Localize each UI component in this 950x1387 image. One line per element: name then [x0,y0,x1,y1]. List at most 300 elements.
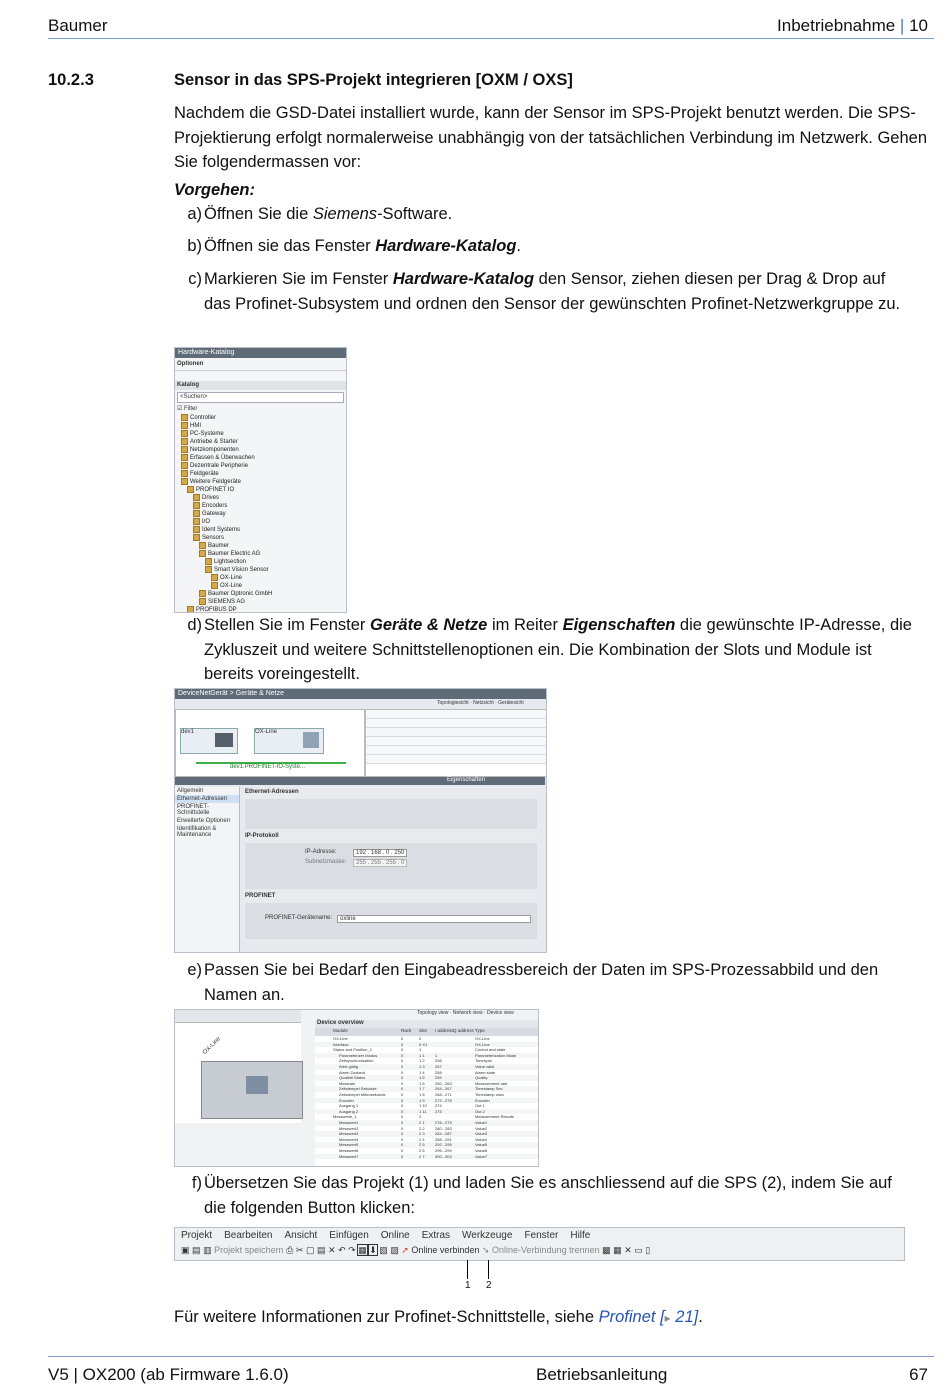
device-label: OX-Line [202,1036,222,1056]
table-cell: 0 [401,1064,404,1069]
table-row [366,737,546,746]
table-row [366,710,546,719]
table-cell: Messwert2 [339,1125,359,1131]
catalog-item[interactable] [181,414,216,422]
table-cell: 0 X1 [419,1041,428,1047]
catalog-item-label: Weitere Feldgeräte [190,479,241,486]
nav-item[interactable]: Identifikation & Maintenance [177,826,217,838]
table-cell: Encoder [339,1097,354,1103]
column-header[interactable]: Slot [419,1028,427,1033]
catalog-item[interactable] [181,454,255,462]
folder-icon [211,582,218,589]
go-offline-icon[interactable]: ➘ [481,1245,490,1255]
table-cell: 0 [401,1131,404,1137]
properties-tab[interactable]: Eigenschaften [446,777,485,783]
menu-hilfe[interactable]: Hilfe [570,1230,591,1241]
table-cell: 1 8 [419,1092,425,1097]
plc-device[interactable] [180,728,238,754]
reference-arrow-icon: ▸ [664,1311,671,1325]
table-cell: 0 [401,1052,404,1058]
step-text: Passen Sie bei Bedarf den Eingabeadressbereich der Daten im SPS-Prozessabbild und den Namen an. [204,961,879,1004]
table-cell: 1 2 [419,1058,425,1064]
split-horizontal-icon[interactable]: ▭ [634,1245,643,1255]
step-text: Stellen Sie im Fenster [204,616,370,634]
table-row [366,719,546,728]
ip-label: IP-Adresse: [305,849,337,855]
table-cell: 2 7 [419,1153,425,1159]
table-cell: 272...275 [435,1097,452,1103]
ip-block [245,843,537,889]
catalog-item[interactable] [205,558,246,566]
catalog-filter[interactable]: ☑ Filter [177,406,198,412]
go-online-icon[interactable]: ➚ [401,1245,409,1255]
chapter-title: Inbetriebnahme [777,16,896,35]
tab-topology-view[interactable]: Topology view [417,1010,449,1016]
step-emphasis: Eigenschaften [562,616,676,634]
table-cell: 0 [401,1047,404,1053]
table-cell: Value5 [475,1142,488,1148]
step-label: e) [187,961,202,979]
save-project-button[interactable]: Projekt speichern [214,1245,284,1255]
device-canvas [175,1023,301,1123]
catalog-item[interactable] [199,598,245,606]
profinet-block [245,903,537,939]
catalog-item-label: PROFINET IO [196,487,235,494]
catalog-item[interactable] [193,518,210,526]
catalog-item-label: Controller [190,415,217,422]
further-info [174,1305,930,1331]
folder-icon [205,558,212,565]
go-offline-button[interactable]: Online-Verbindung trennen [492,1245,600,1255]
table-cell: Parameterization Mode [475,1052,517,1058]
tab-network[interactable]: Netzsicht [473,700,494,706]
table-cell: 1 3 [419,1064,425,1069]
table-cell: Parameterizer Modus [339,1052,378,1058]
folder-icon [181,422,188,429]
folder-icon [199,590,206,597]
table-cell: 258 [435,1069,442,1075]
folder-icon [199,598,206,605]
table-cell: 280...283 [435,1125,452,1131]
device-rack[interactable] [201,1061,303,1119]
menu-online[interactable]: Online [380,1230,410,1241]
step-text: im Reiter [487,616,563,634]
table-cell: Messwert3 [339,1131,359,1137]
step-emphasis: Siemens [312,205,378,223]
step-emphasis: Geräte & Netze [369,616,488,634]
step-text: die gewünschte IP-Adresse, die Zykluszeit und weitere Schnittstellenoptionen ein. Die Kombination der Slots und Module ist bereits voreingestellt. [204,616,912,683]
menu-fenster[interactable]: Fenster [524,1230,559,1241]
table-cell: 1 6 [419,1080,425,1086]
table-cell: 0 [401,1153,404,1159]
header-separator: | [899,16,905,35]
step-text: . [516,237,522,255]
toolbar-screenshot [174,1227,905,1261]
copy-icon[interactable]: ▢ [305,1245,315,1255]
table-cell: 256 [435,1058,442,1064]
undo-icon[interactable]: ↶ [338,1245,346,1255]
menu-ansicht[interactable]: Ansicht [284,1230,318,1241]
page-footer [48,1356,934,1384]
chapter-number: 10 [909,16,928,35]
table-cell: Messwert1 [339,1120,359,1125]
menu-einfuegen[interactable]: Einfügen [329,1230,369,1241]
catalog-item-label: Netzkomponenten [190,447,239,454]
table-cell: 0 [401,1108,404,1114]
network-canvas [175,709,365,777]
print-icon[interactable]: ⎙ [286,1245,294,1255]
step-text: Markieren Sie im Fenster [204,270,393,288]
plc-icon [215,733,233,747]
further-end: . [698,1308,703,1326]
folder-icon [187,606,194,613]
table-cell: Messwert7 [339,1153,359,1159]
table-cell: Value3 [475,1131,488,1137]
table-cell: 296...299 [435,1148,452,1153]
folder-icon [181,462,188,469]
catalog-item-label: OX-Line [220,575,243,582]
table-cell: 259 [435,1075,442,1081]
download-icon[interactable]: ⬇ [369,1245,377,1255]
ip-address-field[interactable]: 192 . 168 . 0 . 250 [353,849,407,857]
table-header [315,1028,538,1036]
nav-item[interactable]: Erweiterte Optionen [177,818,231,824]
table-cell: 1 11 [419,1108,427,1114]
table-cell: 1 [419,1047,422,1053]
devnet-title: DeviceNetGerät > Geräte & Netze [175,689,546,699]
step-label: a) [187,205,202,223]
table-cell: 274 [435,1103,442,1109]
catalog-item[interactable] [181,438,238,446]
menu-werkzeuge[interactable]: Werkzeuge [462,1230,513,1241]
column-header[interactable]: I address [435,1028,454,1033]
simulate-icon[interactable]: ▨ [390,1245,399,1255]
column-header[interactable]: Rack [401,1028,412,1033]
table-cell: 1 1 [419,1052,425,1058]
filter-label: Filter [184,406,198,412]
devices-networks-screenshot [174,688,547,953]
catalog-item[interactable] [193,502,227,510]
step-label: f) [191,1174,202,1192]
profinet-link[interactable]: Profinet [598,1308,656,1326]
save-icon[interactable]: ▥ [203,1245,212,1255]
plc-device-label: dev1 [181,729,195,735]
catalog-item-label: Baumer Optronic GmbH [208,591,273,598]
folder-icon [181,478,188,485]
table-cell: Messrate [339,1080,356,1086]
table-cell: 0 [401,1058,404,1064]
catalog-item-label: Encoders [202,503,228,510]
table-cell: Ausgang 2 [339,1108,359,1114]
table-cell: Out 2 [475,1108,485,1114]
table-cell: 0 [401,1080,404,1086]
table-cell: 1 10 [419,1103,427,1109]
accessible-devices-icon[interactable]: ▩ [602,1245,611,1255]
table-cell: Qualität Status [339,1075,366,1081]
folder-icon [181,438,188,445]
properties-panel [243,787,539,950]
menu-projekt[interactable]: Projekt [181,1230,213,1241]
table-cell: 2 [419,1114,422,1120]
catalog-item[interactable] [187,606,237,613]
table-cell: Value2 [475,1125,488,1131]
sensor-device-label: OX-Line [255,729,278,735]
table-cell: OX-Line [475,1036,490,1041]
icon-bar [181,1245,650,1256]
catalog-item-label: HMI [190,423,201,430]
catalog-item[interactable] [193,526,240,534]
folder-icon [181,430,188,437]
step-text: -Software. [377,205,453,223]
table-cell: OX-Line [475,1041,490,1047]
folder-icon [181,446,188,453]
further-text: Für weitere Informationen zur Profinet-Schnittstelle, siehe [174,1308,599,1326]
table-cell: Measurement Results [475,1114,514,1120]
table-cell: OX-Line [333,1036,348,1041]
column-header[interactable]: Type [475,1028,485,1033]
cut-icon[interactable]: ✂ [295,1245,304,1255]
catalog-item[interactable] [205,566,269,574]
catalog-item-label: Sensors [202,535,225,542]
table-cell: 0 [401,1075,404,1081]
step-e [174,958,914,1008]
pn-name-label: PROFINET-Gerätename: [265,915,333,921]
properties-bar [175,777,545,785]
paste-icon[interactable]: ▤ [316,1245,326,1255]
section-intro: Nachdem die GSD-Datei installiert wurde, kann der Sensor im SPS-Projekt benutzt werden. Die SPS-Projektierung erfolgt normalerweise unabhängig von der tatsächlichen Verbindung im Netzwerk. Gehen Sie folgendermassen vor: [174,104,928,171]
ethernet-block [245,799,537,829]
step-d [174,613,914,688]
folder-icon [181,470,188,477]
table-cell: 300...303 [435,1153,452,1159]
catalog-item-label: Lightsection [214,559,247,566]
step-label: c) [188,270,202,288]
menu-bearbeiten[interactable]: Bearbeiten [224,1230,273,1241]
catalog-item[interactable] [193,534,224,542]
section-ip: IP-Protokoll [245,833,279,839]
table-cell: Value valid [475,1064,495,1069]
table-cell: Zeitstempel Sekunde [339,1086,377,1092]
catalog-item[interactable] [181,422,201,430]
table-cell: 0 [401,1041,404,1047]
step-c [174,267,914,342]
table-cell: 268...271 [435,1092,452,1097]
catalog-item[interactable] [199,550,260,558]
catalog-item[interactable] [187,486,234,494]
upload-icon[interactable]: ▧ [379,1245,388,1255]
table-cell: Messwerte_1 [333,1114,357,1120]
table-cell: 0 [401,1142,404,1148]
catalog-item-label: PROFIBUS DP [196,607,237,613]
table-cell: 275 [435,1108,442,1114]
folder-icon [193,502,200,509]
catalog-item-label: Feldgeräte [190,471,219,478]
table-cell: Timestamp Sec [475,1086,503,1092]
section-number: 10.2.3 [48,71,94,89]
table-cell: Ausgang 1 [339,1103,359,1109]
table-cell: Value7 [475,1153,488,1159]
folder-icon [181,454,188,461]
delete-icon[interactable]: ✕ [328,1245,336,1255]
catalog-search-input[interactable]: <Suchen> [177,392,344,403]
table-cell: 292...295 [435,1142,452,1148]
open-project-icon[interactable]: ▤ [192,1245,201,1255]
table-row [366,728,546,737]
catalog-item[interactable] [181,470,219,478]
mask-label: Subnetzmaske: [305,859,347,865]
tab-network-view[interactable]: Network view [452,1010,483,1016]
catalog-item-label: Baumer [208,543,230,550]
marker-line-2 [488,1260,489,1279]
section-profinet: PROFINET [245,893,276,899]
step-text: Öffnen Sie die [204,205,313,223]
properties-nav [175,787,240,952]
folder-icon [193,510,200,517]
table-cell: 0 [401,1036,404,1041]
sensor-icon [303,732,319,748]
catalog-item-label: Baumer Electric AG [208,551,261,558]
catalog-item-label: Gateway [202,511,226,518]
new-project-icon[interactable]: ▣ [181,1245,190,1255]
footer-type: Betriebsanleitung [536,1365,668,1384]
step-a [174,202,914,227]
table-cell: 0 [401,1086,404,1092]
go-online-button[interactable]: Online verbinden [411,1245,480,1255]
catalog-item[interactable] [181,462,248,470]
tab-device[interactable]: Gerätesicht [498,700,524,706]
catalog-item[interactable] [211,574,242,582]
folder-icon [193,494,200,501]
catalog-item-label: Erfassen & Überwachen [190,455,255,462]
catalog-section: Katalog [175,381,346,390]
sensor-module-icon [246,1076,268,1094]
folder-icon [181,414,188,421]
sensor-device[interactable] [254,728,324,754]
table-cell: 0 [401,1120,404,1125]
table-cell: Messwert6 [339,1148,359,1153]
catalog-item[interactable] [181,430,224,438]
table-cell: Value4 [475,1136,488,1142]
redo-icon[interactable]: ↷ [348,1245,356,1255]
nav-item[interactable]: Ethernet-Adressen [175,795,239,803]
table-cell: 1 4 [419,1069,425,1075]
catalog-item[interactable] [193,510,226,518]
table-cell: Status and Position_1 [333,1047,372,1053]
catalog-title: Hardware-Katalog [175,348,346,358]
table-cell: 2 3 [419,1131,425,1137]
menu-extras[interactable]: Extras [421,1230,451,1241]
close-icon[interactable]: ✕ [624,1245,632,1255]
step-text: Öffnen sie das Fenster [204,237,376,255]
table-cell: Measurement rate [475,1080,508,1086]
catalog-item[interactable] [199,590,272,598]
folder-icon [199,550,206,557]
step-text: den Sensor, ziehen diesen per Drag & Drop auf das Profinet-Subsystem und ordnen den Sensor der gewünschten Profinet-Netzwerkgruppe zu. [204,270,901,313]
procedure-label: Vorgehen: [174,181,255,199]
table-cell: Interface [333,1041,349,1047]
nav-item[interactable]: PROFINET-Schnittstelle [177,804,210,816]
table-cell: 2 6 [419,1148,425,1153]
catalog-item-label: Smart Vision Sensor [214,567,269,574]
compile-icon[interactable]: ▦ [358,1245,367,1255]
table-cell: 1 5 [419,1075,425,1081]
column-header[interactable]: Module [333,1028,348,1033]
subnet-mask-field[interactable]: 255 . 255 . 255 . 0 [353,859,407,867]
tab-device-view[interactable]: Device view [487,1010,514,1016]
device-toolbar [175,1010,301,1023]
brand-name: Baumer [48,16,108,35]
section-title: Sensor in das SPS-Projekt integrieren [OXM / OXS] [174,71,573,89]
table-cell: Quality [475,1075,488,1081]
table-cell: 2 2 [419,1125,425,1131]
tab-topology[interactable]: Topologiesicht [437,700,469,706]
table-cell: 0 [401,1103,404,1109]
catalog-item[interactable] [199,542,229,550]
folder-icon [193,518,200,525]
catalog-item-label: SIEMENS AG [208,599,246,606]
marker-1: 1 [465,1280,471,1291]
profinet-subnet-label: dev1.PROFINET-IO-Syste... [230,764,306,770]
folder-icon [193,534,200,541]
device-overview-table [315,1020,538,1166]
table-cell: 1 7 [419,1086,425,1092]
view-tabs: Topology view · Network view · Device view [417,1010,514,1016]
table-cell: 276...279 [435,1120,452,1125]
menu-bar [181,1230,602,1241]
overview-title: Device overview [315,1020,538,1028]
table-cell: Timesync [475,1058,492,1064]
nav-item[interactable]: Allgemein [177,788,204,794]
catalog-item-label: Dezentrale Peripherie [190,463,249,470]
step-emphasis: Hardware-Katalog [375,237,517,255]
split-vertical-icon[interactable]: ▯ [645,1245,651,1255]
catalog-item-label: Drives [202,495,220,502]
table-cell: 288...291 [435,1136,452,1142]
column-header[interactable]: Q address [453,1028,474,1033]
footer-page-number: 67 [909,1365,928,1384]
network-overview-table [365,709,547,777]
table-cell: Messwert5 [339,1142,359,1148]
ref-bracket: [ [655,1308,665,1326]
table-row [366,746,546,755]
table-cell: 2 4 [419,1136,425,1142]
catalog-item[interactable] [181,478,241,486]
folder-icon [199,542,206,549]
catalog-item[interactable] [193,494,219,502]
device-overview-screenshot [174,1009,539,1167]
table-cell: Encoder [475,1097,490,1103]
catalog-item[interactable] [181,446,239,454]
table-cell: 1 [435,1052,438,1058]
ref-page[interactable]: 21] [670,1308,699,1326]
catalog-item-label: Ident Systems [202,527,241,534]
table-cell: 0 [401,1148,404,1153]
cross-reference-icon[interactable]: ▦ [613,1245,622,1255]
folder-icon [187,486,194,493]
step-text: Übersetzen Sie das Projekt (1) und laden Sie es anschliessend auf die SPS (2), indem Sie auf die folgenden Button klicken: [204,1174,892,1217]
pn-name-field[interactable]: oxline [337,915,531,923]
table-cell: Timestamp usec [475,1092,505,1097]
catalog-item[interactable] [211,582,242,590]
table-cell: 0 [401,1125,404,1131]
table-cell: Value6 [475,1148,488,1153]
catalog-item-label: PC-Systeme [190,431,224,438]
catalog-item-label: I/O [202,519,211,526]
table-cell: Control and state [475,1047,506,1053]
table-row[interactable] [315,1154,538,1160]
folder-icon [211,574,218,581]
table-cell: 2 5 [419,1142,425,1148]
